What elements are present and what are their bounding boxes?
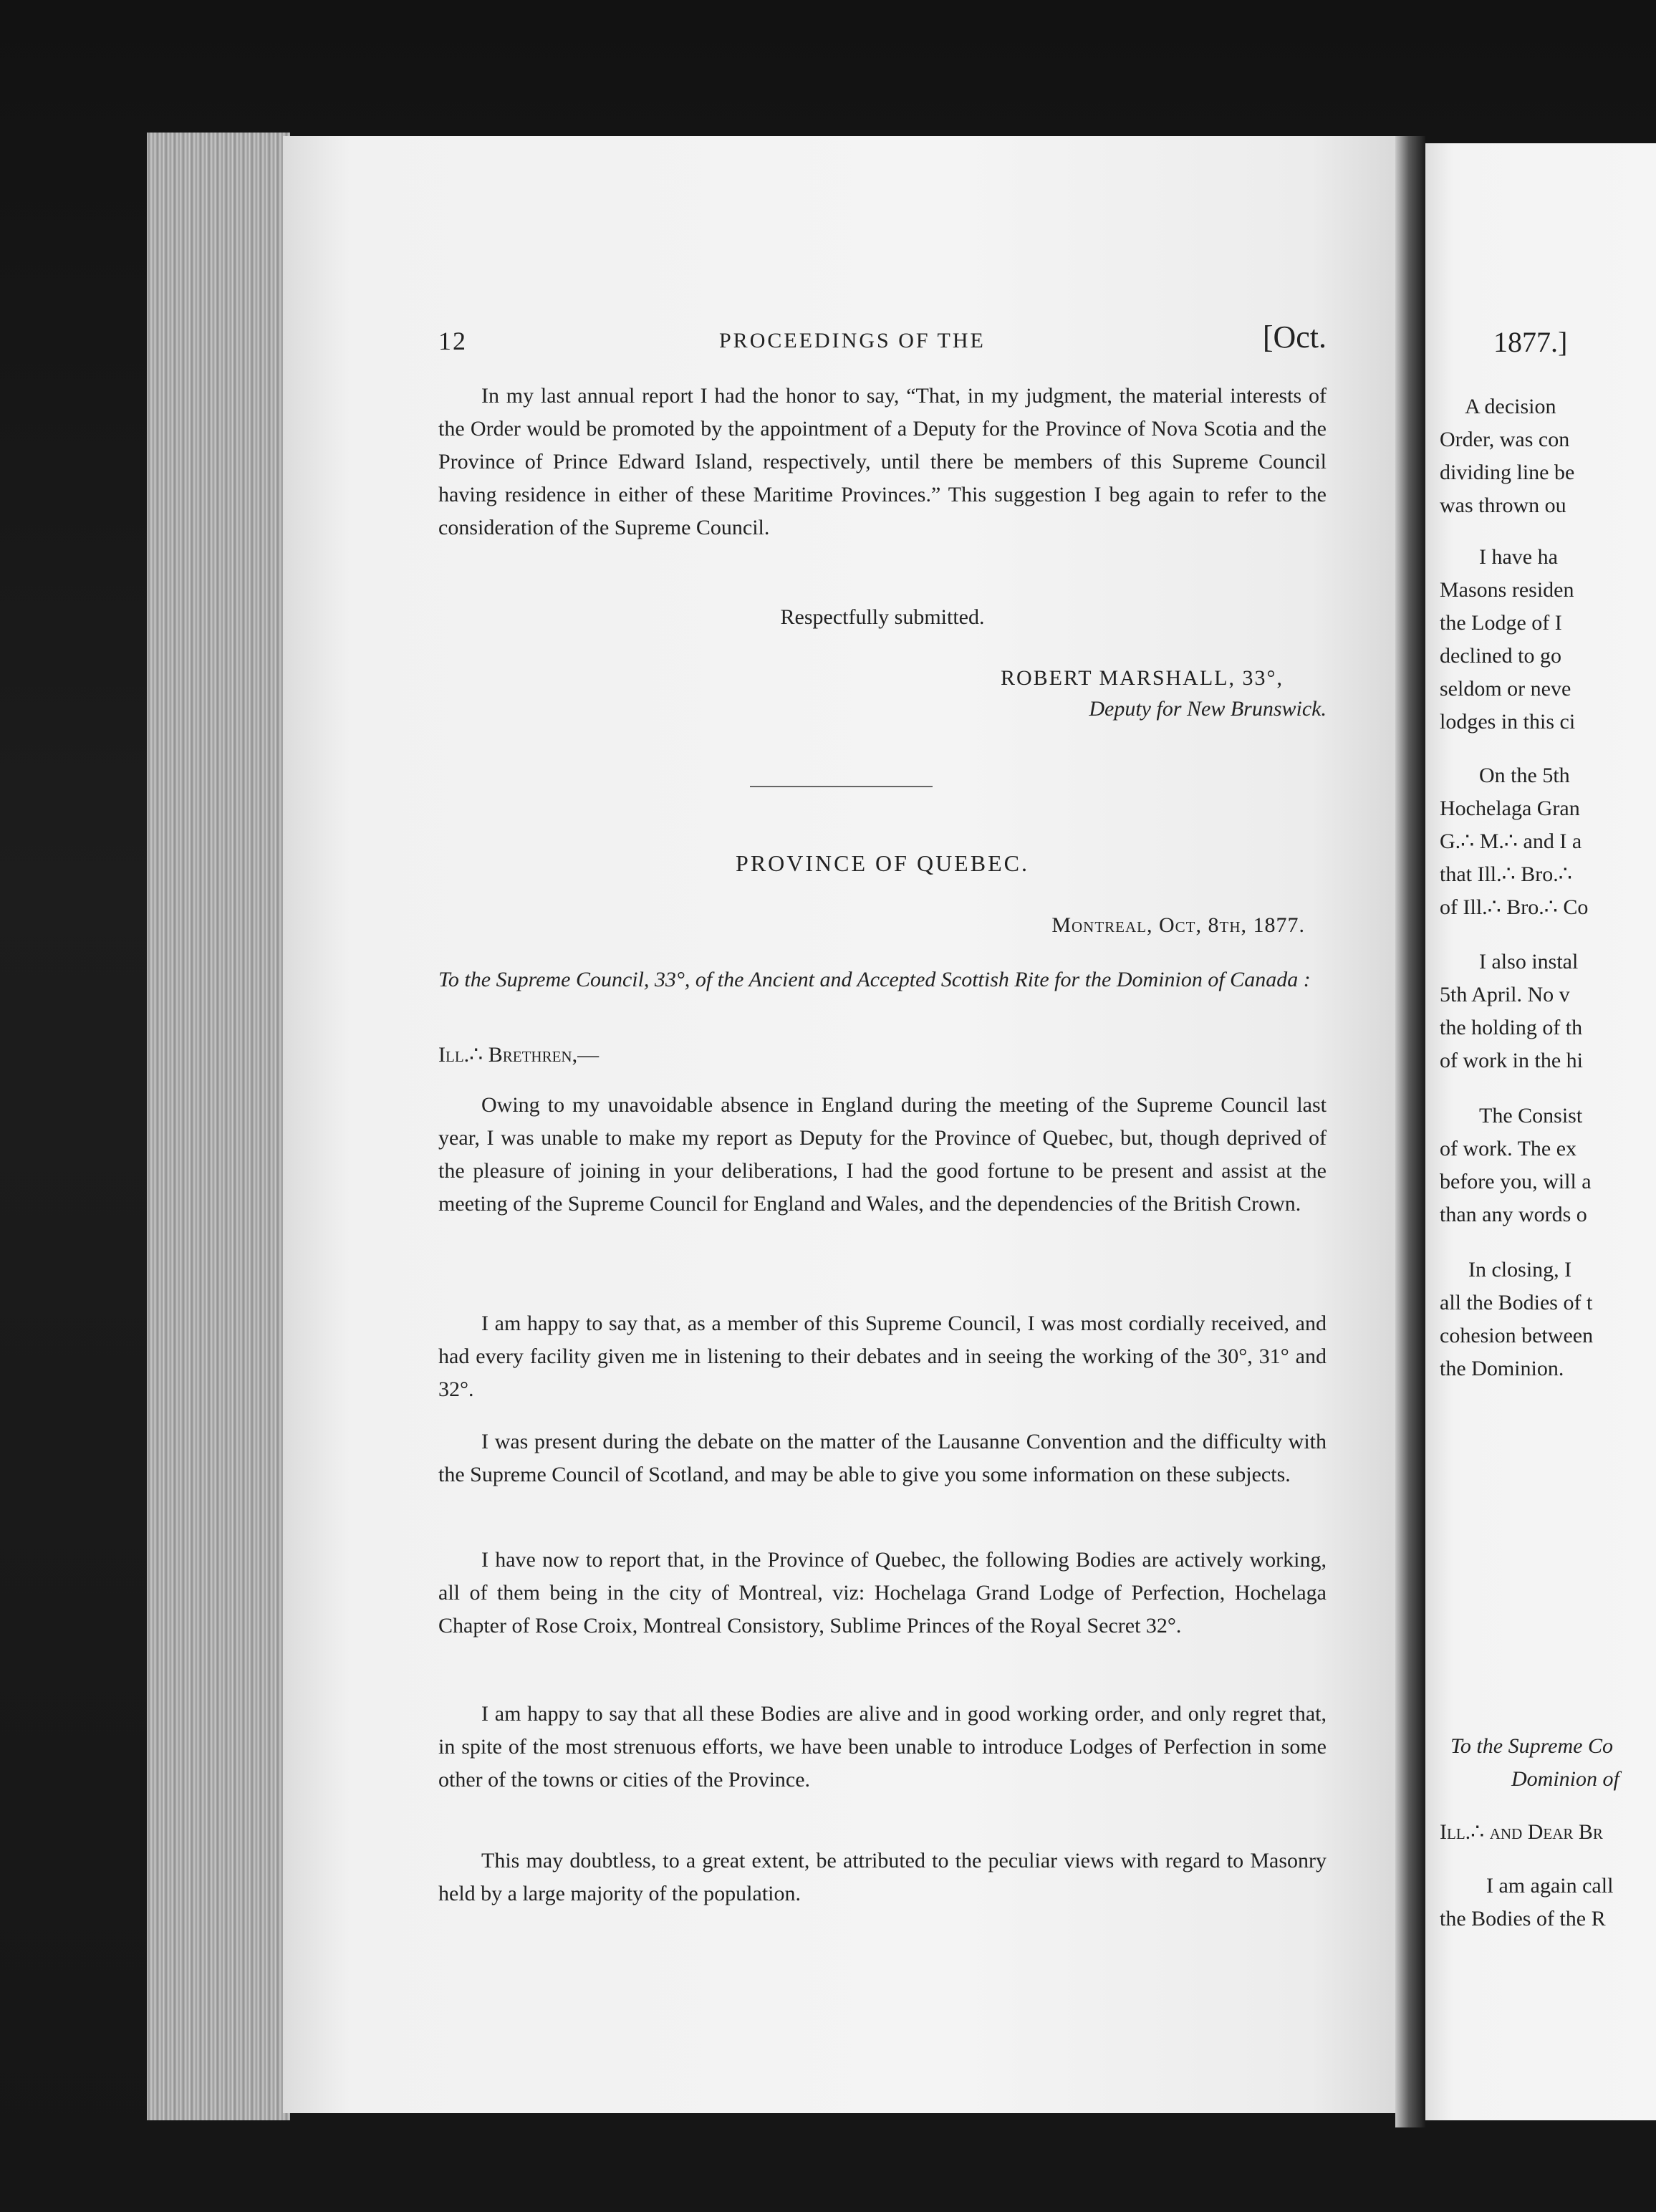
paragraph-absence: Owing to my unavoidable absence in England during the meeting of the Supreme Council last year, I was unable to make my report as Deputy for the Province of Quebec, but, though deprived of the pleasure of joining in your deliberations, I had the good fortune to be present and assist at the meeting of the Supreme Council for England and Wales, and the dependencies of the British Crown. [438,1093,1327,1216]
right-page-line: cohesion between [1440,1324,1594,1347]
paragraph-working-order: I am happy to say that all these Bodies are alive and in good working order, and only regret that, in spite of the most strenuous efforts, we have been unable to introduce Lodges of Perfection in some other of the towns or cities of the Province. [438,1702,1327,1792]
right-page-line: Order, was con [1440,428,1570,451]
right-page-line: I have ha [1479,545,1558,569]
paragraph-received: I am happy to say that, as a member of this Supreme Council, I was most cordially received, and had every facility given me in listening to their debates and in seeing the working of the 30°, 31° and 32°. [438,1312,1327,1401]
signature-name: ROBERT MARSHALL, 33°, [1000,666,1284,690]
right-page-line: the Lodge of I [1440,611,1562,635]
right-page-line: 5th April. No v [1440,983,1570,1006]
right-page-line: of work in the hi [1440,1049,1583,1072]
section-divider [750,786,933,787]
running-date: [Oct. [1262,319,1327,355]
right-page-line: declined to go [1440,644,1561,668]
right-page-line: On the 5th [1479,764,1570,787]
paragraph-masonry-views: This may doubtless, to a great extent, be attributed to the peculiar views with regard to Masonry held by a large majority of the population. [438,1849,1327,1905]
running-title: PROCEEDINGS OF THE [719,329,986,352]
right-page-line: than any words o [1440,1203,1587,1226]
right-page-line: In closing, I [1468,1258,1572,1281]
right-page-line: lodges in this ci [1440,710,1576,734]
right-page-line: that Ill.∴ Bro.∴ [1440,862,1572,886]
right-page-line: before you, will a [1440,1170,1592,1193]
right-page-line: was thrown ou [1440,494,1566,517]
right-page-line: Hochelaga Gran [1440,797,1580,820]
right-page-line: of Ill.∴ Bro.∴ Co [1440,895,1589,919]
book-gutter [1395,136,1425,2127]
section-heading: PROVINCE OF QUEBEC. [736,850,1029,876]
greeting: Ill.∴ Brethren,— [438,1043,600,1067]
right-page-line: all the Bodies of t [1440,1291,1593,1314]
right-page-salutation-cont: Dominion of [1511,1767,1619,1791]
paragraph-lausanne: I was present during the debate on the matter of the Lausanne Convention and the difficulty with the Supreme Council of Scotland, and may be able to give you some information on these subjects. [438,1430,1327,1486]
salutation: To the Supreme Council, 33°, of the Ancient and Accepted Scottish Rite for the Dominion of Canada : [438,968,1311,991]
right-page-line: G.∴ M.∴ and I a [1440,830,1582,853]
paragraph-bodies: I have now to report that, in the Province of Quebec, the following Bodies are actively working, all of them being in the city of Montreal, viz: Hochelaga Grand Lodge of Perfection, Hochelaga Chapter of Rose Croix, Montreal Consistory, Sublime Princes of the Royal Secret 32°. [438,1548,1327,1638]
right-page-line: I am again call [1486,1874,1614,1898]
signature-title: Deputy for New Brunswick. [1089,697,1327,721]
page-number: 12 [438,327,467,355]
right-page-line: Masons residen [1440,578,1574,602]
right-page-line: seldom or neve [1440,677,1571,701]
right-page-line: the Bodies of the R [1440,1907,1606,1930]
running-head [438,319,1327,362]
page-edge-leaves [147,133,290,2120]
dateline: Montreal, Oct, 8th, 1877. [1051,913,1305,937]
right-page [1425,143,1656,2120]
right-page-salutation: To the Supreme Co [1450,1734,1613,1758]
right-page-line: The Consist [1479,1104,1583,1127]
paragraph-report: In my last annual report I had the honor to say, “That, in my judgment, the material interests of the Order would be promoted by the appointment of a Deputy for the Province of Nova Scotia and the Province of Prince Edward Island, respectively, until there be members of this Supreme Council having residence in either of these Maritime Provinces.” This suggestion I beg again to refer to the consideration of the Supreme Council. [438,384,1327,539]
right-page-line: I also instal [1479,950,1579,973]
right-page-line: the holding of th [1440,1016,1583,1039]
left-page-text [438,319,1327,1905]
right-page-line: of work. The ex [1440,1137,1577,1160]
right-page-line: the Dominion. [1440,1357,1564,1380]
closing-line: Respectfully submitted. [780,605,985,629]
right-page-line: A decision [1465,395,1556,418]
right-page-year: 1877.] [1493,326,1568,358]
right-page-greeting: Ill.∴ and Dear Br [1440,1820,1603,1844]
right-page-line: dividing line be [1440,461,1575,484]
